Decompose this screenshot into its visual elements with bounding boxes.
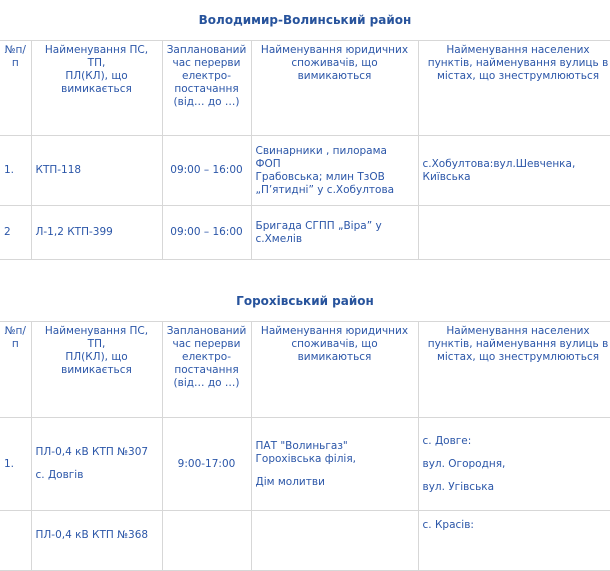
header-num: №п/ п — [0, 322, 31, 418]
header-time: Запланований час перерви електро- постачання (від… до …) — [162, 41, 251, 136]
row-consumers: Свинарники , пилорама ФОП Грабовська; млин ТзОВ „П’ятидні” у с.Хобултова — [251, 136, 418, 206]
district-title: Горохівський район — [236, 294, 374, 308]
row-places: с. Довге: вул. Огородня, вул. Угівська — [418, 418, 610, 511]
table-row — [0, 206, 610, 260]
header-consumers: Найменування юридичних споживачів, що вимикаються — [251, 41, 418, 136]
table-row — [0, 511, 610, 571]
row-time: 9:00-17:00 — [162, 418, 251, 511]
district-title: Володимир-Волинський район — [198, 13, 412, 27]
row-consumers: Бригада СГПП „Віра” у с.Хмелів — [251, 206, 418, 260]
row-num: 1. — [0, 136, 31, 206]
row-object: КТП-118 — [31, 136, 162, 206]
row-num — [0, 511, 31, 571]
table-row — [0, 418, 610, 511]
row-places: с.Хобултова:вул.Шевченка, Київська — [418, 136, 610, 206]
row-places — [418, 206, 610, 260]
table-header-row — [0, 41, 610, 136]
row-object: ПЛ-0,4 кВ КТП №368 — [31, 511, 162, 571]
row-num: 2 — [0, 206, 31, 260]
row-places: с. Красів: — [418, 511, 610, 571]
row-time: 09:00 – 16:00 — [162, 206, 251, 260]
header-object: Найменування ПС, ТП, ПЛ(КЛ), що вимикається — [31, 322, 162, 418]
header-places: Найменування населених пунктів, найменування вулиць в містах, що знеструмлюються — [418, 322, 610, 418]
outage-table — [0, 40, 610, 260]
row-consumers — [251, 511, 418, 571]
header-consumers: Найменування юридичних споживачів, що вимикаються — [251, 322, 418, 418]
row-consumers: ПАТ "Волиньгаз" Горохівська філія, Дім молитви — [251, 418, 418, 511]
header-num: №п/ п — [0, 41, 31, 136]
header-object: Найменування ПС, ТП, ПЛ(КЛ), що вимикається — [31, 41, 162, 136]
row-object: ПЛ-0,4 кВ КТП №307 с. Довгів — [31, 418, 162, 511]
table-row — [0, 136, 610, 206]
outage-table — [0, 321, 610, 571]
row-time — [162, 511, 251, 571]
header-places: Найменування населених пунктів, найменування вулиць в містах, що знеструмлюються — [418, 41, 610, 136]
header-time: Запланований час перерви електро- постачання (від… до …) — [162, 322, 251, 418]
row-object: Л-1,2 КТП-399 — [31, 206, 162, 260]
row-time: 09:00 – 16:00 — [162, 136, 251, 206]
table-header-row — [0, 322, 610, 418]
row-num: 1. — [0, 418, 31, 511]
